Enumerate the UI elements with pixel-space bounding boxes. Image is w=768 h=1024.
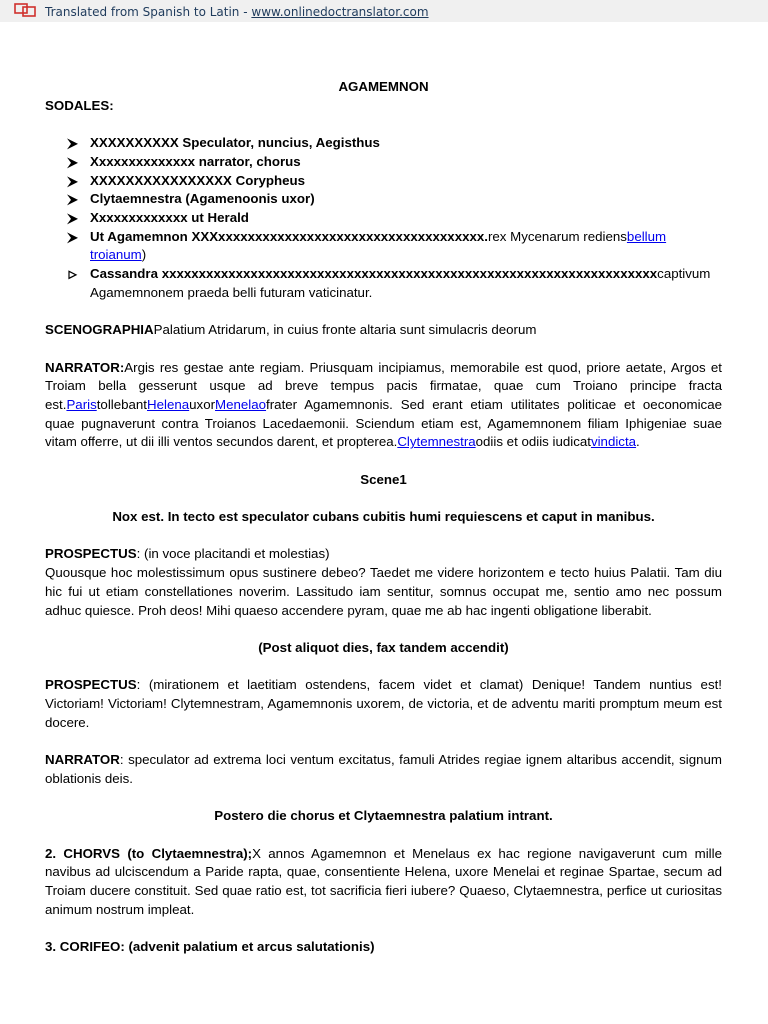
- cast-paren: ): [141, 247, 147, 263]
- cast-item: [90, 209, 722, 228]
- prospectus-line: [45, 545, 722, 564]
- cast-name: XXXXXXXXXX Speculator, nuncius, Aegisthus: [90, 135, 380, 151]
- narrator-label: NARRATOR:: [45, 359, 125, 375]
- document-page: [45, 78, 722, 957]
- vindicta-link[interactable]: vindicta: [590, 434, 637, 450]
- clytemnestra-link[interactable]: Clytemnestra: [397, 434, 476, 450]
- stage-direction: Postero die chorus et Clytaemnestra palatium intrant.: [214, 808, 553, 824]
- prospectus-speech: Quousque hoc molestissimum opus sustinere debeo? Taedet me videre horizontem e tecto huius Palatii. Tam diu hic fui ut etiam constellationes noverim. Lassitudo iam sentitur, somnus occupat me, sentio amo nec possum adhuc quiesce. Proh deos! Mihi quaeso accendere pyram, quae me ab hac ingenti obligatione liberabit.: [45, 565, 722, 618]
- doc-title: AGAMEMNON: [338, 79, 429, 94]
- cast-name: Clytaemnestra (Agamenoonis uxor): [90, 191, 315, 207]
- translator-banner: [0, 0, 768, 22]
- cast-name: Cassandra xxxxxxxxxxxxxxxxxxxxxxxxxxxxxxxxxxxxxxxxxxxxxxxxxxxxxxxxxxxxxxxxxxx: [90, 266, 658, 282]
- banner-text: [45, 5, 429, 19]
- prospectus-direction: : (in voce placitandi et molestias): [136, 546, 330, 562]
- arrow-bullet-icon: [66, 190, 80, 209]
- corifeo-line: 3. CORIFEO: (advenit palatium et arcus salutationis): [45, 939, 375, 955]
- cast-name: Ut Agamemnon XXXxxxxxxxxxxxxxxxxxxxxxxxxxxxxxxxxxxxx.: [90, 228, 488, 244]
- cast-name: XXXXXXXXXXXXXXXX Corypheus: [90, 172, 306, 188]
- stage-direction: Nox est. In tecto est speculator cubans cubitis humi requiescens et caput in manibus.: [112, 509, 655, 525]
- helena-link[interactable]: Helena: [147, 396, 190, 412]
- narrator-paragraph: [45, 359, 722, 453]
- cast-item: [90, 134, 722, 153]
- arrow-bullet-icon: [66, 209, 80, 228]
- prospectus-paragraph: [45, 676, 722, 732]
- bellum-troianum-link[interactable]: bellum troianum: [90, 228, 667, 263]
- paris-link[interactable]: Paris: [66, 396, 97, 412]
- arrow-bullet-icon: [66, 265, 80, 284]
- arrow-bullet-icon: [66, 153, 80, 172]
- cast-item: [90, 172, 722, 191]
- scenographia-paragraph: [45, 321, 722, 340]
- scenographia-text: Palatium Atridarum, in cuius fronte altaria sunt simulacris deorum: [153, 322, 537, 338]
- narrator-text: odiis et odiis iudicat: [475, 434, 591, 450]
- scenographia-label: SCENOGRAPHIA: [45, 322, 154, 338]
- narrator-text: .: [636, 434, 640, 450]
- translator-logo-icon: [14, 3, 36, 17]
- arrow-bullet-icon: [66, 228, 80, 247]
- arrow-bullet-icon: [66, 172, 80, 191]
- cast-description: rex Mycenarum rediens: [487, 228, 627, 244]
- chorus-label: 2. CHORVS (to Clytaemnestra);: [45, 845, 253, 861]
- cast-item: [90, 265, 722, 302]
- prospectus-label: PROSPECTUS: [45, 677, 137, 693]
- narrator-label: NARRATOR: [45, 752, 120, 768]
- prospectus-speech: : (mirationem et laetitiam ostendens, facem videt et clamat) Denique! Tandem nuntius est! Victoriam! Victoriam! Clytemnestram, Agamemnonis uxorem, de victoria, et de adventu mariti promptum meum est docere.: [45, 677, 722, 730]
- narrator-paragraph: [45, 751, 722, 788]
- cast-name: Xxxxxxxxxxxxx ut Herald: [90, 209, 249, 225]
- banner-prefix: Translated from Spanish to Latin -: [45, 5, 252, 19]
- arrow-bullet-icon: [66, 134, 80, 153]
- narrator-text: uxor: [189, 396, 216, 412]
- narrator-text: Argis res gestae ante regiam. Priusquam incipiamus, memorabile est quod, priore aetate, Argos et Troiam bella gesserunt usque ad breve tempus pacis firmatae, quae cum Troiano principe fracta est.: [45, 359, 722, 412]
- cast-item: [90, 228, 722, 265]
- scene-heading: Scene1: [360, 471, 407, 487]
- chorus-paragraph: [45, 845, 722, 920]
- cast-item: [90, 190, 722, 209]
- cast-name: Xxxxxxxxxxxxxx narrator, chorus: [90, 153, 301, 169]
- chorus-text: X annos Agamemnon et Menelaus ex hac regione navigaverunt cum mille navibus ad ulciscendum a Paride rapta, quae, consentiente Helena, uxore Menelai et reginae Spartae, secum ad Troiam ducere constituit. Sed quae ratio est, tot sacrificia fieri iubere? Quaeso, Clytaemnestra, perfice ut curiositas animum nostrum impleat.: [45, 845, 722, 917]
- prospectus-label: PROSPECTUS: [45, 546, 137, 562]
- cast-list: [45, 134, 722, 302]
- menelao-link[interactable]: Menelao: [215, 396, 267, 412]
- narrator-text: frater Agamemnonis. Sed erant etiam utilitates politicae et oeconomicae quae pugnaverunt contra Troianos Lacedaemonii. Sciendum etiam est, Agamemnonem filiam Iphigeniae suae vitam offerre, ut dii illi ventos secundos darent, et propterea.: [45, 396, 722, 450]
- narrator-text: : speculator ad extrema loci ventum excitatus, famuli Atrides regiae ignem altaribus accendit, signum oblationis deis.: [45, 752, 722, 786]
- cast-item: [90, 153, 722, 172]
- banner-link[interactable]: www.onlinedoctranslator.com: [251, 5, 429, 19]
- cast-heading: SODALES:: [45, 97, 114, 113]
- stage-direction: (Post aliquot dies, fax tandem accendit): [258, 639, 509, 655]
- cast-description: captivum Agamemnonem praeda belli futuram vaticinatur.: [90, 266, 711, 300]
- narrator-text: tollebant: [96, 396, 148, 412]
